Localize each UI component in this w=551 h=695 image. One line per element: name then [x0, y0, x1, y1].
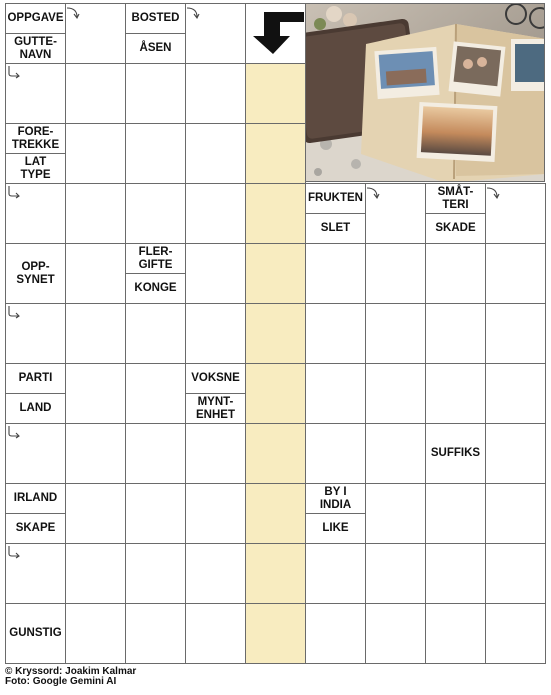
answer-cell[interactable]: [125, 483, 186, 544]
solution-cell[interactable]: [245, 603, 306, 664]
answer-cell[interactable]: [305, 423, 366, 484]
answer-cell[interactable]: [365, 543, 426, 604]
answer-cell[interactable]: [485, 603, 546, 664]
answer-cell[interactable]: [65, 423, 126, 484]
arrow-down-right-icon: [7, 65, 21, 79]
clue-oppsynet: OPP- SYNET: [5, 243, 66, 304]
solution-cell[interactable]: [245, 123, 306, 184]
answer-cell[interactable]: [425, 603, 486, 664]
clue-gutte-navn: GUTTE- NAVN: [5, 33, 66, 64]
answer-cell[interactable]: [305, 363, 366, 424]
answer-cell[interactable]: [425, 543, 486, 604]
solution-cell[interactable]: [245, 483, 306, 544]
answer-cell[interactable]: [305, 543, 366, 604]
answer-cell[interactable]: [125, 423, 186, 484]
answer-cell[interactable]: [485, 243, 546, 304]
answer-cell[interactable]: [365, 243, 426, 304]
clue-asen: ÅSEN: [125, 33, 186, 64]
answer-cell[interactable]: [65, 123, 126, 184]
clue-gunstig: GUNSTIG: [5, 603, 66, 664]
answer-cell[interactable]: [125, 63, 186, 124]
answer-cell[interactable]: [365, 423, 426, 484]
answer-cell[interactable]: [185, 423, 246, 484]
answer-cell[interactable]: [365, 603, 426, 664]
clue-flergifte: FLER- GIFTE: [125, 243, 186, 274]
clue-oppgave: OPPGAVE: [5, 3, 66, 34]
answer-cell[interactable]: [65, 243, 126, 304]
answer-cell[interactable]: [425, 243, 486, 304]
arrow-right-down-icon: [66, 6, 80, 20]
answer-cell[interactable]: [185, 63, 246, 124]
answer-cell[interactable]: [485, 483, 546, 544]
arrow-right-down-icon: [186, 6, 200, 20]
arrow-right-down-icon: [486, 186, 500, 200]
clue-frukten: FRUKTEN: [305, 183, 366, 214]
answer-cell[interactable]: [185, 543, 246, 604]
credits: [5, 667, 136, 687]
clue-foretrekke: FORE- TREKKE: [5, 123, 66, 154]
clue-by-i-india: BY I INDIA: [305, 483, 366, 514]
answer-cell[interactable]: [185, 603, 246, 664]
answer-cell[interactable]: [185, 303, 246, 364]
clue-irland: IRLAND: [5, 483, 66, 514]
answer-cell[interactable]: [365, 483, 426, 544]
answer-cell[interactable]: [125, 123, 186, 184]
answer-cell[interactable]: [65, 63, 126, 124]
solution-cell[interactable]: [245, 243, 306, 304]
answer-cell[interactable]: [305, 243, 366, 304]
answer-cell[interactable]: [185, 183, 246, 244]
solution-cell[interactable]: [245, 303, 306, 364]
answer-cell[interactable]: [185, 483, 246, 544]
answer-cell[interactable]: [65, 303, 126, 364]
answer-cell[interactable]: [365, 303, 426, 364]
arrow-down-right-icon: [7, 305, 21, 319]
solution-cell[interactable]: [245, 363, 306, 424]
solution-cell[interactable]: [245, 63, 306, 124]
clue-smateri: SMÅT- TERI: [425, 183, 486, 214]
clue-land: LAND: [5, 393, 66, 424]
answer-cell[interactable]: [185, 123, 246, 184]
answer-cell[interactable]: [425, 483, 486, 544]
answer-cell[interactable]: [65, 363, 126, 424]
copyright-text: © Kryssord: Joakim Kalmar: [5, 666, 137, 677]
answer-cell[interactable]: [485, 423, 546, 484]
solution-cell[interactable]: [245, 183, 306, 244]
arrow-down-right-icon: [7, 185, 21, 199]
photo-album-image: [305, 3, 545, 182]
answer-cell[interactable]: [305, 303, 366, 364]
answer-cell[interactable]: [65, 603, 126, 664]
clue-like: LIKE: [305, 513, 366, 544]
answer-cell[interactable]: [125, 543, 186, 604]
clue-myntenhet: MYNT- ENHET: [185, 393, 246, 424]
answer-cell[interactable]: [125, 183, 186, 244]
answer-cell[interactable]: [65, 183, 126, 244]
answer-cell[interactable]: [485, 363, 546, 424]
answer-cell[interactable]: [125, 603, 186, 664]
clue-skape: SKAPE: [5, 513, 66, 544]
answer-cell[interactable]: [125, 363, 186, 424]
arrow-right-down-icon: [366, 186, 380, 200]
answer-cell[interactable]: [185, 243, 246, 304]
answer-cell[interactable]: [425, 303, 486, 364]
answer-cell[interactable]: [425, 363, 486, 424]
solution-column-arrow-icon: [250, 8, 306, 58]
clue-parti: PARTI: [5, 363, 66, 394]
answer-cell[interactable]: [305, 603, 366, 664]
answer-cell[interactable]: [485, 543, 546, 604]
clue-slet: SLET: [305, 213, 366, 244]
answer-cell[interactable]: [365, 363, 426, 424]
clue-suffiks: SUFFIKS: [425, 423, 486, 484]
clue-skade: SKADE: [425, 213, 486, 244]
answer-cell[interactable]: [125, 303, 186, 364]
clue-lat-type: LAT TYPE: [5, 153, 66, 184]
clue-voksne: VOKSNE: [185, 363, 246, 394]
solution-cell[interactable]: [245, 423, 306, 484]
answer-cell[interactable]: [485, 303, 546, 364]
solution-cell[interactable]: [245, 543, 306, 604]
photo-credit-text: Foto: Google Gemini AI: [5, 676, 117, 687]
clue-konge: KONGE: [125, 273, 186, 304]
arrow-down-right-icon: [7, 425, 21, 439]
clue-bosted: BOSTED: [125, 3, 186, 34]
arrow-down-right-icon: [7, 545, 21, 559]
answer-cell[interactable]: [65, 483, 126, 544]
answer-cell[interactable]: [65, 543, 126, 604]
